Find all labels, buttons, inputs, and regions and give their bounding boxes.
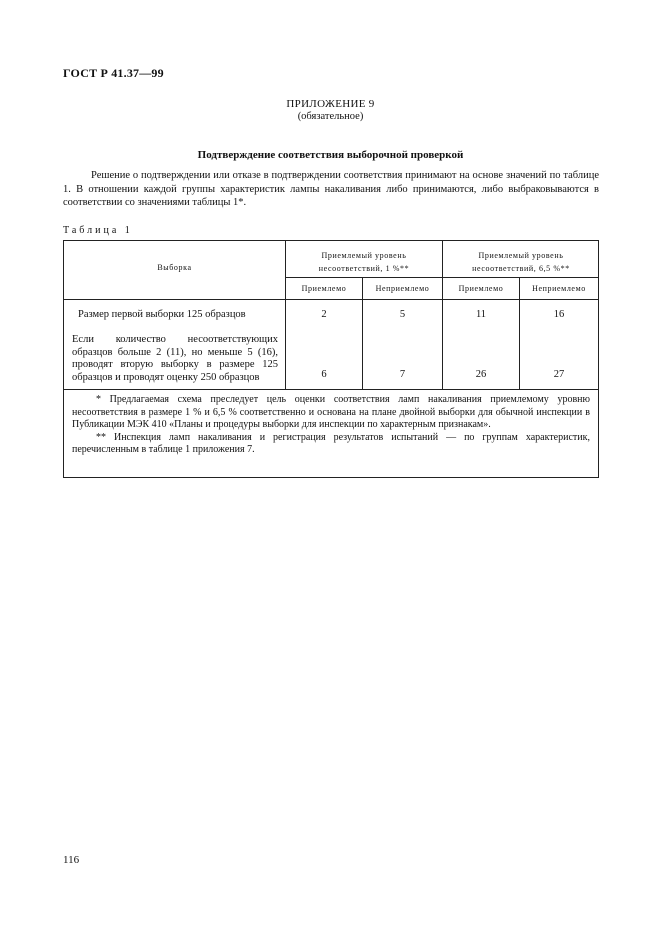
row-1-accept-2: 11 bbox=[475, 309, 487, 320]
header-accept-1: Приемлемо bbox=[301, 284, 347, 293]
table-hline-header bbox=[64, 299, 598, 300]
header-group-1pct: Приемлемый уровень несоответствий, 1 %** bbox=[318, 251, 410, 273]
section-heading: Подтверждение соответствия выборочной проверкой bbox=[197, 149, 464, 161]
sampling-table bbox=[63, 240, 599, 478]
row-1-reject-1: 5 bbox=[399, 309, 406, 320]
row-1-reject-2: 16 bbox=[553, 309, 565, 320]
row-2-label: Если количество несоответствующих образцов больше 2 (11), но меньше 5 (16), проводят вторую выборку в размере 125 образцов и проводят оценку 250 образцов bbox=[72, 334, 278, 383]
table-caption: Таблица 1 bbox=[63, 225, 133, 236]
row-2-reject-2: 27 bbox=[553, 369, 565, 380]
standard-code: ГОСТ Р 41.37—99 bbox=[63, 66, 164, 80]
intro-paragraph: Решение о подтверждении или отказе в подтверждении соответствия принимают на основе значений по таблице 1. В отношении каждой группы характеристик лампы накаливания либо принимаются, либо выбраковываются в соответствии со значениями таблицы 1*. bbox=[63, 170, 599, 208]
appendix-title: ПРИЛОЖЕНИЕ 9 bbox=[286, 98, 375, 110]
header-sample: Выборка bbox=[157, 263, 192, 272]
row-2-accept-2: 26 bbox=[475, 369, 487, 380]
footnote-2: ** Инспекция ламп накаливания и регистрация результатов испытаний — по группам характеристик, перечисленным в таблице 1 приложения 7. bbox=[72, 431, 590, 455]
row-1-label: Размер первой выборки 125 образцов bbox=[78, 309, 246, 320]
table-footnotes bbox=[72, 394, 590, 457]
header-reject-1: Неприемлемо bbox=[375, 284, 430, 293]
appendix-subtitle: (обязательное) bbox=[297, 111, 364, 122]
row-1-accept-1: 2 bbox=[321, 309, 327, 320]
row-2-accept-1: 6 bbox=[321, 369, 327, 380]
header-reject-2: Неприемлемо bbox=[532, 284, 586, 293]
footnote-1: * Предлагаемая схема преследует цель оценки соответствия ламп накаливания приемлемому уровню несоответствия в размере 1 % и 6,5 % соответственно и основана на плане двойной выборки для обычной инспекции в Публикации МЭК 410 «Планы и процедуры выборки для инспекции по характерным признакам». bbox=[72, 394, 590, 430]
table-hline-sub bbox=[285, 277, 598, 278]
page-number: 116 bbox=[63, 854, 80, 866]
table-hline-notes bbox=[64, 389, 598, 390]
row-2-reject-1: 7 bbox=[399, 369, 406, 380]
header-group-6-5pct: Приемлемый уровень несоответствий, 6,5 %** bbox=[472, 251, 570, 273]
header-accept-2: Приемлемо bbox=[458, 284, 504, 293]
